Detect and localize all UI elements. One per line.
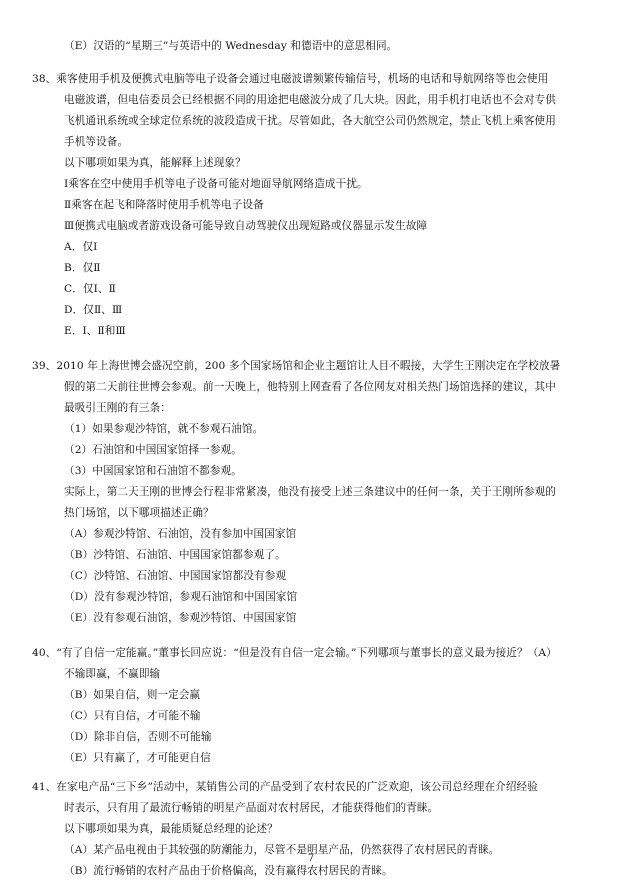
q41-option-b: （B）流行畅销的农村产品由于价格偏高，没有赢得农村居民的青睐。 — [64, 865, 393, 877]
page-number: 7 — [307, 853, 315, 864]
q40-option-c: （C）只有自信，才可能不输 — [64, 710, 201, 722]
q40-option-e: （E）只有赢了，才可能更自信 — [64, 752, 211, 764]
q38-stem-line-3: 飞机通讯系统或全球定位系统的波段造成干扰。尽管如此，各大航空公司仍然规定，禁止飞机上乘客使用 — [64, 115, 556, 127]
q38-option-a: A．仅Ⅰ — [64, 241, 98, 253]
q40-stem-line-1: 40、“有了自信一定能赢。”董事长回应说：“但是没有自信一定会输。”下列哪项与董事长的意义最为接近？（A） — [32, 647, 557, 659]
q41-prompt: 以下哪项如果为真，最能质疑总经理的论述？ — [64, 823, 278, 835]
q39-stem-line-2: 假的第二天前往世博会参观。前一天晚上，他特别上网查看了各位网友对相关热门场馆选择的建议，其中 — [64, 381, 556, 393]
q41-stem-line-1: 41、在家电产品“三下乡”活动中，某销售公司的产品受到了农村农民的广泛欢迎，该公司总经理在介绍经验 — [32, 781, 538, 793]
q39-option-d: （D）没有参观沙特馆，参观石油馆和中国国家馆 — [64, 591, 298, 603]
q38-statement-3: Ⅲ便携式电脑或者游戏设备可能导致自动驾驶仪出现短路或仪器显示发生故障 — [64, 220, 428, 232]
q40-option-a-continued: 不输即赢，不赢即输 — [64, 668, 161, 680]
q39-stem-line-1: 39、2010 年上海世博会盛况空前，200 多个国家场馆和企业主题馆让人目不暇接，大学生王刚决定在学校放暑 — [32, 360, 561, 372]
q38-option-d: D．仅Ⅱ、Ⅲ — [64, 304, 123, 316]
q38-stem-line-1: 38、乘客使用手机及便携式电脑等电子设备会通过电磁波谱频繁传输信号，机场的电话和导航网络等也会使用 — [32, 73, 549, 85]
q38-stem-line-2: 电磁波谱，但电信委员会已经根据不同的用途把电磁波分成了几大块。因此，用手机打电话也不会对专供 — [64, 94, 556, 106]
q38-statement-1: Ⅰ乘客在空中使用手机等电子设备可能对地面导航网络造成干扰。 — [64, 178, 368, 190]
q39-option-a: （A）参观沙特馆、石油馆，没有参加中国国家馆 — [64, 528, 297, 540]
q39-stem-line-3: 最吸引王刚的有三条： — [64, 402, 171, 414]
q41-stem-line-2: 时表示，只有用了最流行畅销的明星产品面对农村居民，才能获得他们的青睐。 — [64, 802, 439, 814]
q38-prompt: 以下哪项如果为真，能解释上述现象？ — [64, 157, 246, 169]
q39-suggestion-3: （3）中国国家馆和石油馆不都参观。 — [64, 465, 242, 477]
q40-option-b: （B）如果自信，则一定会赢 — [64, 689, 201, 701]
q39-suggestion-1: （1）如果参观沙特馆，就不参观石油馆。 — [64, 423, 264, 435]
q39-option-c: （C）沙特馆、石油馆、中国国家馆都没有参观 — [64, 570, 287, 582]
q38-option-c: C．仅Ⅰ、Ⅱ — [64, 283, 116, 295]
q38-option-e: E．Ⅰ、Ⅱ和Ⅲ — [64, 325, 126, 337]
q41-option-a: （A）某产品电视由于其较强的防潮能力，尽管不是明星产品，仍然获得了农村居民的青睐。 — [64, 844, 500, 856]
q39-option-e: （E）没有参观石油馆，参观沙特馆、中国国家馆 — [64, 612, 297, 624]
q38-stem-line-4: 手机等设备。 — [64, 136, 129, 148]
previous-question-option-e: （E）汉语的“星期三”与英语中的 Wednesday 和德语中的意思相同。 — [64, 40, 398, 52]
q39-option-b: （B）沙特馆、石油馆、中国国家馆都参观了。 — [64, 549, 286, 561]
q38-option-b: B．仅Ⅱ — [64, 262, 101, 274]
q38-statement-2: Ⅱ乘客在起飞和降落时使用手机等电子设备 — [64, 199, 264, 211]
q40-option-d: （D）除非自信，否则不可能输 — [64, 731, 212, 743]
q39-suggestion-2: （2）石油馆和中国国家馆择一参观。 — [64, 444, 242, 456]
q39-stem-line-5: 热门场馆，以下哪项描述正确？ — [64, 507, 214, 519]
q39-stem-line-4: 实际上，第二天王刚的世博会行程非常紧凑，他没有接受上述三条建议中的任何一条，关于王刚所参观的 — [64, 486, 556, 498]
